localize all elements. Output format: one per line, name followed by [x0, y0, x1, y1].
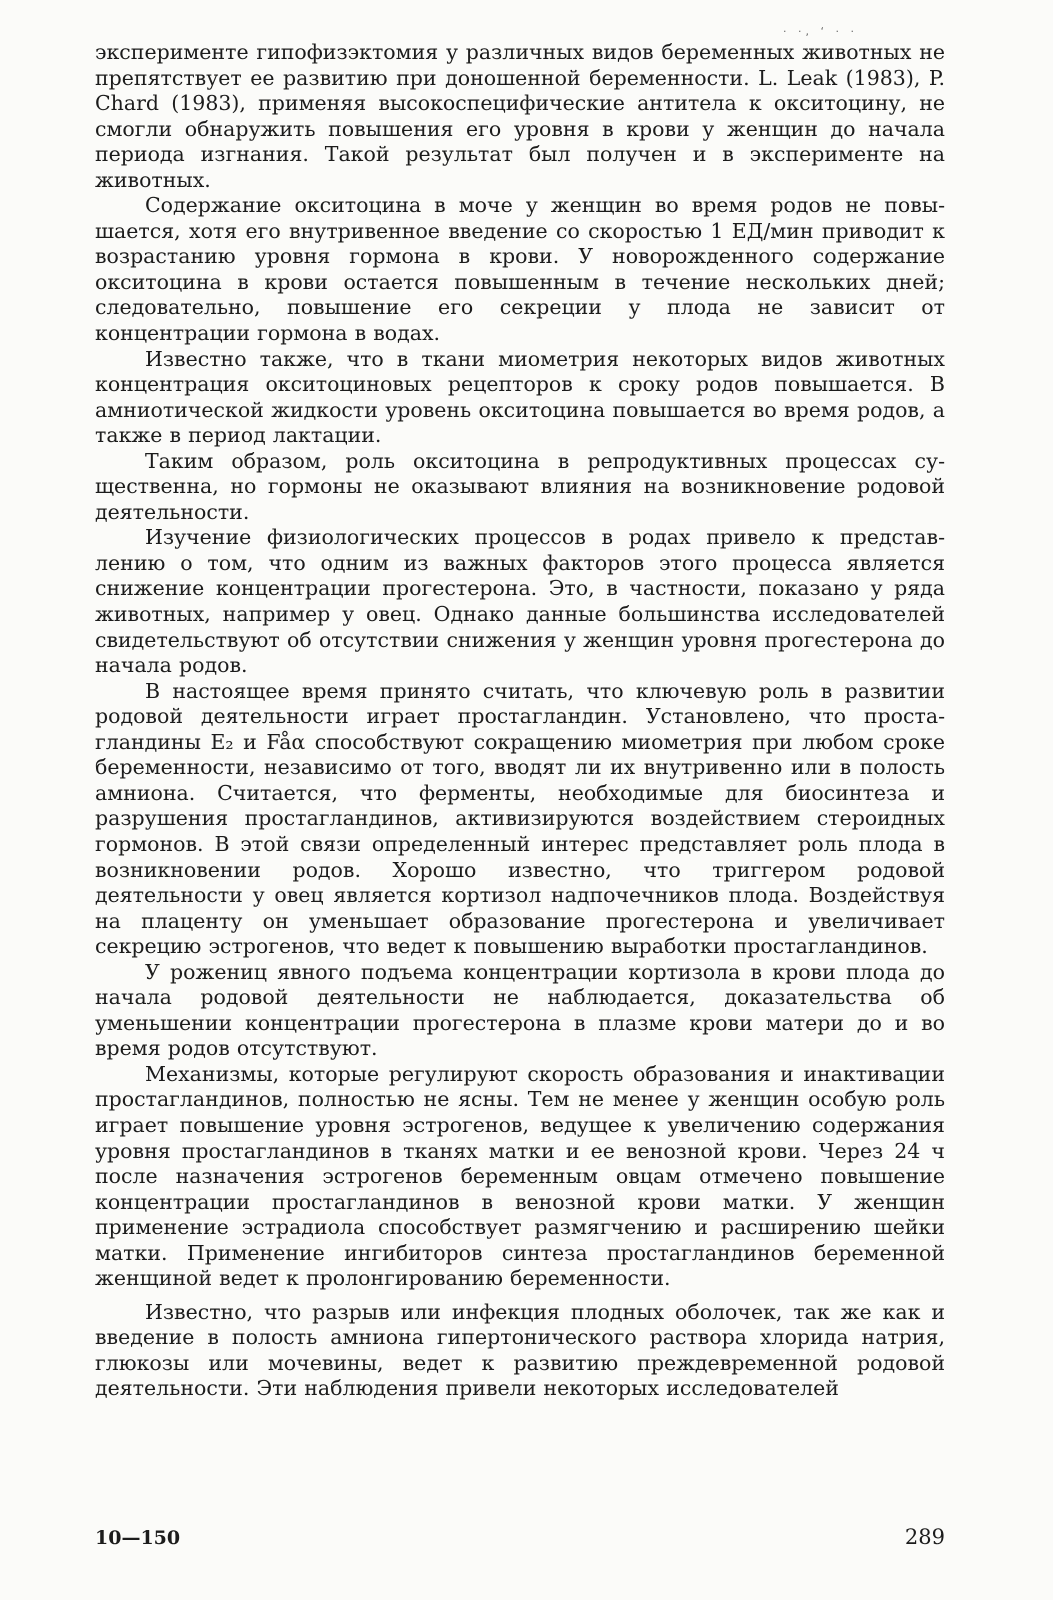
scan-specks: · ·, ‘ · · — [783, 25, 858, 38]
signature-mark: 10—150 — [95, 1527, 181, 1549]
page-number: 289 — [904, 1525, 945, 1549]
paragraph: Таким образом, роль окситоцина в репродуктивных процессах существенна, но гормоны не оказывают влияния на возникновение родовой деятельности. — [95, 448, 945, 524]
paragraph: Известно, что разрыв или инфекция плодных оболочек, так же как и введение в полость амниона гипертонического раствора хлорида натрия, глюкозы или мочевины, ведет к развитию преждевременной родовой деятельности. Эти наблюдения привели некоторых исследователей — [95, 1299, 945, 1401]
paragraph: эксперименте гипофизэктомия у различных видов беременных животных не препятствует ее развитию при доношенной беременности. L. Leak (1983), P. Chard (1983), применяя высокоспецифические антитела к окситоцину, не смогли обнаружить повышения его уровня в крови у женщин до начала периода изгнания. Такой результат был получен и в эксперименте на животных. — [95, 40, 945, 192]
paragraph: Механизмы, которые регулируют скорость образования и инактивации простагландинов, полностью не ясны. Тем не менее у женщин особую роль играет повышение уровня эстрогенов, ведущее к увеличению содержания уровня простагландинов в тканях матки и ее венозной крови. Через 24 ч после назначения эстрогенов беременным овцам отмечено повышение концентрации простагландинов в венозной крови матки. У женщин применение эстрадиола способствует размягчению и расширению шейки матки. Применение ингибиторов синтеза простагландинов беременной женщиной ведет к пролонгированию беременности. — [95, 1061, 945, 1291]
paragraph: У рожениц явного подъема концентрации кортизола в крови плода до начала родовой деятельности не наблюдается, доказательства об уменьшении концентрации прогестерона в плазме крови матери до и во время родов отсутствуют. — [95, 959, 945, 1061]
page-body — [95, 40, 945, 1560]
paragraph: В настоящее время принято считать, что ключевую роль в развитии родовой деятельности играет простагландин. Установлено, что простагландины E₂ и Fåα способствуют сокращению миометрия при любом сроке беременности, независимо от того, вводят ли их внутривенно или в полость амниона. Считается, что ферменты, необходимые для биосинтеза и разрушения простагландинов, активизируются воздействием стероидных гормонов. В этой связи определенный интерес представляет роль плода в возникновении родов. Хорошо известно, что триггером родовой деятельности у овец является кортизол надпочечников плода. Воздействуя на плаценту он уменьшает образование прогестерона и увеличивает секрецию эстрогенов, что ведет к повышению выработки простагландинов. — [95, 678, 945, 959]
paragraph: Изучение физиологических процессов в родах привело к представлению о том, что одним из важных факторов этого процесса является снижение концентрации прогестерона. Это, в частности, показано у ряда животных, например у овец. Однако данные большинства исследователей свидетельствуют об отсутствии снижения у женщин уровня прогестерона до начала родов. — [95, 525, 945, 678]
paragraph: Известно также, что в ткани миометрия некоторых видов животных концентрация окситоциновых рецепторов к сроку родов повышается. В амниотической жидкости уровень окситоцина повышается во время родов, а также в период лактации. — [95, 346, 945, 448]
paragraph: Содержание окситоцина в моче у женщин во время родов не повышается, хотя его внутривенное введение со скоростью 1 ЕД/мин приводит к возрастанию уровня гормона в крови. У новорожденного содержание окситоцина в крови остается повышенным в течение нескольких дней; следовательно, повышение его секреции у плода не зависит от концентрации гормона в водах. — [95, 193, 945, 346]
page-footer — [95, 1525, 945, 1549]
